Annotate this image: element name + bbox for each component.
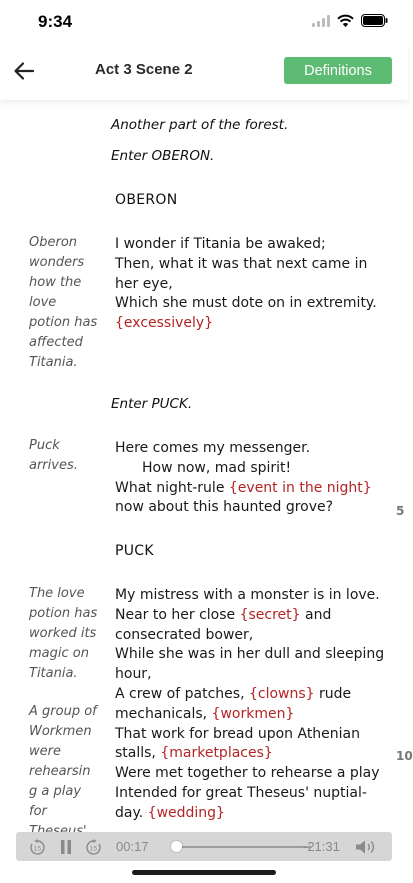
- pause-icon: [60, 840, 72, 854]
- speech-line: now about this haunted grove?: [115, 499, 334, 516]
- rewind-button[interactable]: [27, 837, 47, 857]
- margin-note: Puck arrives.: [29, 438, 78, 473]
- rewind-15-icon: [29, 839, 46, 856]
- progress-track[interactable]: [173, 846, 311, 848]
- margin-note: A group of Workmen were rehearsin g a play for: [29, 704, 97, 819]
- speech-line: day. {wedding}: [115, 804, 225, 821]
- speech-line: Were met together to rehearse a play: [115, 765, 380, 782]
- svg-text:15: 15: [89, 845, 97, 852]
- forward-15-icon: [85, 839, 102, 856]
- speech-line: consecrated bower,: [115, 626, 254, 643]
- arrow-left-icon: [14, 62, 34, 80]
- speech-line: her eye,: [115, 275, 173, 292]
- elapsed-time: 00:17: [116, 839, 149, 854]
- page-title: Act 3 Scene 2: [95, 61, 193, 78]
- stage-direction: Enter OBERON.: [111, 148, 215, 164]
- speech-line: That work for bread upon Athenian: [115, 725, 361, 742]
- definition-link[interactable]: {wedding}: [147, 804, 225, 821]
- speech-line: Then, what it was that next came in: [115, 255, 368, 272]
- speech-line: What night-rule {event in the night}: [115, 479, 372, 496]
- remaining-time: -21:31: [303, 839, 340, 854]
- pause-button[interactable]: [56, 837, 76, 857]
- speech-block: [115, 235, 383, 334]
- back-button[interactable]: [10, 56, 38, 86]
- speaker-name: PUCK: [115, 543, 154, 559]
- line-number: 5: [396, 504, 405, 518]
- definition-link[interactable]: {excessively}: [115, 315, 214, 332]
- speech-line: A crew of patches, {clowns} rude: [115, 685, 352, 702]
- speech-block: [115, 439, 383, 518]
- speech-line: [115, 314, 383, 334]
- speaker-name: OBERON: [115, 192, 178, 208]
- forward-button[interactable]: [83, 837, 103, 857]
- signal-icon: [312, 15, 330, 27]
- margin-note: The love potion has worked its magic on Titania.: [29, 586, 98, 681]
- speech-block: [115, 586, 383, 824]
- battery-icon: [361, 14, 388, 27]
- definition-link[interactable]: {clowns}: [248, 685, 315, 702]
- definitions-button[interactable]: Definitions: [284, 57, 392, 84]
- stage-direction: Enter PUCK.: [111, 396, 193, 412]
- speech-line: My mistress with a monster is in love.: [115, 587, 380, 603]
- definition-link[interactable]: {marketplaces}: [160, 745, 273, 762]
- definition-link[interactable]: {event in the night}: [228, 479, 372, 496]
- speech-line: While she was in her dull and sleeping: [115, 646, 385, 663]
- speech-line: mechanicals, {workmen}: [115, 705, 295, 722]
- speech-line: hour,: [115, 666, 152, 683]
- speech-line: How now, mad spirit!: [142, 459, 292, 476]
- nav-bar: [0, 46, 408, 100]
- line-number: 10: [396, 749, 413, 763]
- status-icons: [312, 14, 388, 27]
- speech-line: Here comes my messenger.: [115, 440, 311, 456]
- status-bar: [0, 0, 408, 46]
- volume-button[interactable]: [354, 837, 378, 857]
- volume-icon: [355, 839, 377, 855]
- definition-link[interactable]: {secret}: [239, 606, 301, 623]
- speech-line: Near to her close {secret} and: [115, 606, 332, 623]
- margin-note: Oberon wonders how the love potion has affected Titania.: [29, 235, 98, 370]
- wifi-icon: [337, 15, 354, 27]
- speech-line: stalls, {marketplaces}: [115, 745, 273, 762]
- svg-text:15: 15: [33, 845, 41, 852]
- progress-thumb[interactable]: [171, 841, 182, 852]
- script-content[interactable]: [0, 100, 413, 883]
- home-indicator: [132, 870, 276, 875]
- stage-direction: Another part of the forest.: [111, 117, 289, 133]
- audio-player: [16, 832, 392, 861]
- speech-line: Which she must dote on in extremity.: [115, 295, 377, 312]
- speech-line: Intended for great Theseus' nuptial-: [115, 784, 367, 801]
- status-time: 9:34: [38, 12, 73, 31]
- speech-line: I wonder if Titania be awaked;: [115, 236, 326, 252]
- definition-link[interactable]: {workmen}: [211, 705, 295, 722]
